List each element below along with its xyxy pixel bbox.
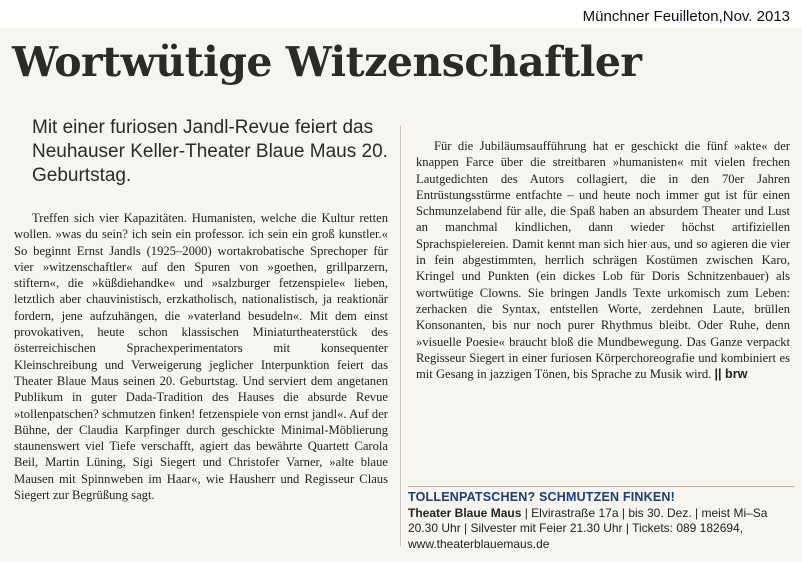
article-body-left: Treffen sich vier Kapazitäten. Humanisten, welche die Kultur retten wollen. »was du sein? ich sein ein professor. ich sein ein groß kunstler.« So beginnt Ernst Jandls (1925–2000) wortakrobatische Sprechoper für vier »witzenschaftler« auf den Spuren von »goethen, grillparzern, stiftern«, die »küßdiehandke« und »salzburger fetzenspiele« lieben, letztlich aber chauvinistisch, erzkatholisch, nationalistisch, ja reaktionär fordern, jene aufzuhängen, die »vaterland besudeln«. Mit dem einst provokativen, heute schon klassischen Miniaturtheaterstück des österreichischen Sprachexperimentators mit konsequenter Kleinschreibung und Verweigerung jeglicher Interpunktion feiert das Theater Blaue Maus seinen 20. Geburtstag. Und serviert dem angetanen Publikum in guter Dada-Tradition des Hauses die absurde Revue »tollenpatschen? schmutzen finken! fetzenspiele von ernst jandl«. Auf der Bühne, der Claudia Karpfinger durch geschickte Minimal-Möblierung staunenswert viel Tiefe verschafft, agiert das bewährte Quartett Carola Beil, Martin Lüning, Sigi Siegert und Christofer Varner, »alte blaue Mausen mit Spinnweben im Haar«, wie Hausherr und Regisseur Claus Siegert zur Begrüßung sagt. (14, 211, 388, 503)
article-subhead: Mit einer furiosen Jandl-Revue feiert das Neuhauser Keller-Theater Blaue Maus 20. Geburtstag. (32, 117, 388, 186)
event-venue: Theater Blaue Maus (408, 505, 522, 520)
column-divider (400, 126, 401, 546)
article-column-left (14, 210, 388, 503)
author-signature: || brw (714, 367, 748, 382)
article-column-right (416, 138, 790, 382)
event-info-box (408, 486, 794, 557)
source-label: Münchner Feuilleton,Nov. 2013 (582, 8, 790, 25)
event-details: | Elvirastraße 17a | bis 30. Dez. | meist Mi–Sa 20.30 Uhr | Silvester mit Feier 21.30 Uhr | Tickets: 089 182694, www.theaterblauemaus.de (408, 505, 768, 551)
event-title: TOLLENPATSCHEN? SCHMUTZEN FINKEN! (408, 490, 676, 504)
article-headline: Wortwütige Witzenschaftler (12, 38, 642, 86)
article-body-right (416, 138, 790, 382)
article-body-right-text: Für die Jubiläumsaufführung hat er geschickt die fünf »akte« der knappen Farce über die streitbaren »humanisten« mit vielen frechen Lautgedichten des Autors collagiert, die in den 70er Jahren Entrüstungsstürme entfachte – und heute noch immer gut ist für einen Schmunzelabend für alle, die Spaß haben an absurdem Theater und Lust an manchmal kindlichen, dann wieder höchst artifiziellen Sprachspielereien. Damit kennt man sich hier aus, und so agieren die vier in fein abgestimmten, herrlich schrägen Kostümen zwischen Karo, Kringel und Punkten (ein dickes Lob für Doris Schnitzenbauer) als wortwütige Clowns. Sie bringen Jandls Texte urkomisch zum Leben: zerhacken die Syntax, entstellen Worte, zerdehnen Laute, brüllen Konsonanten, bis nur noch purer Rhythmus bleibt. Oder Ruhe, denn »visuelle Poesie« braucht bloß die Mundbewegung. Das Ganze verpackt Regisseur Siegert in einer furiosen Körperchoreografie und kombiniert es mit Gesang in jazzigen Tönen, bis Sprache zu Musik wird. (416, 139, 790, 382)
